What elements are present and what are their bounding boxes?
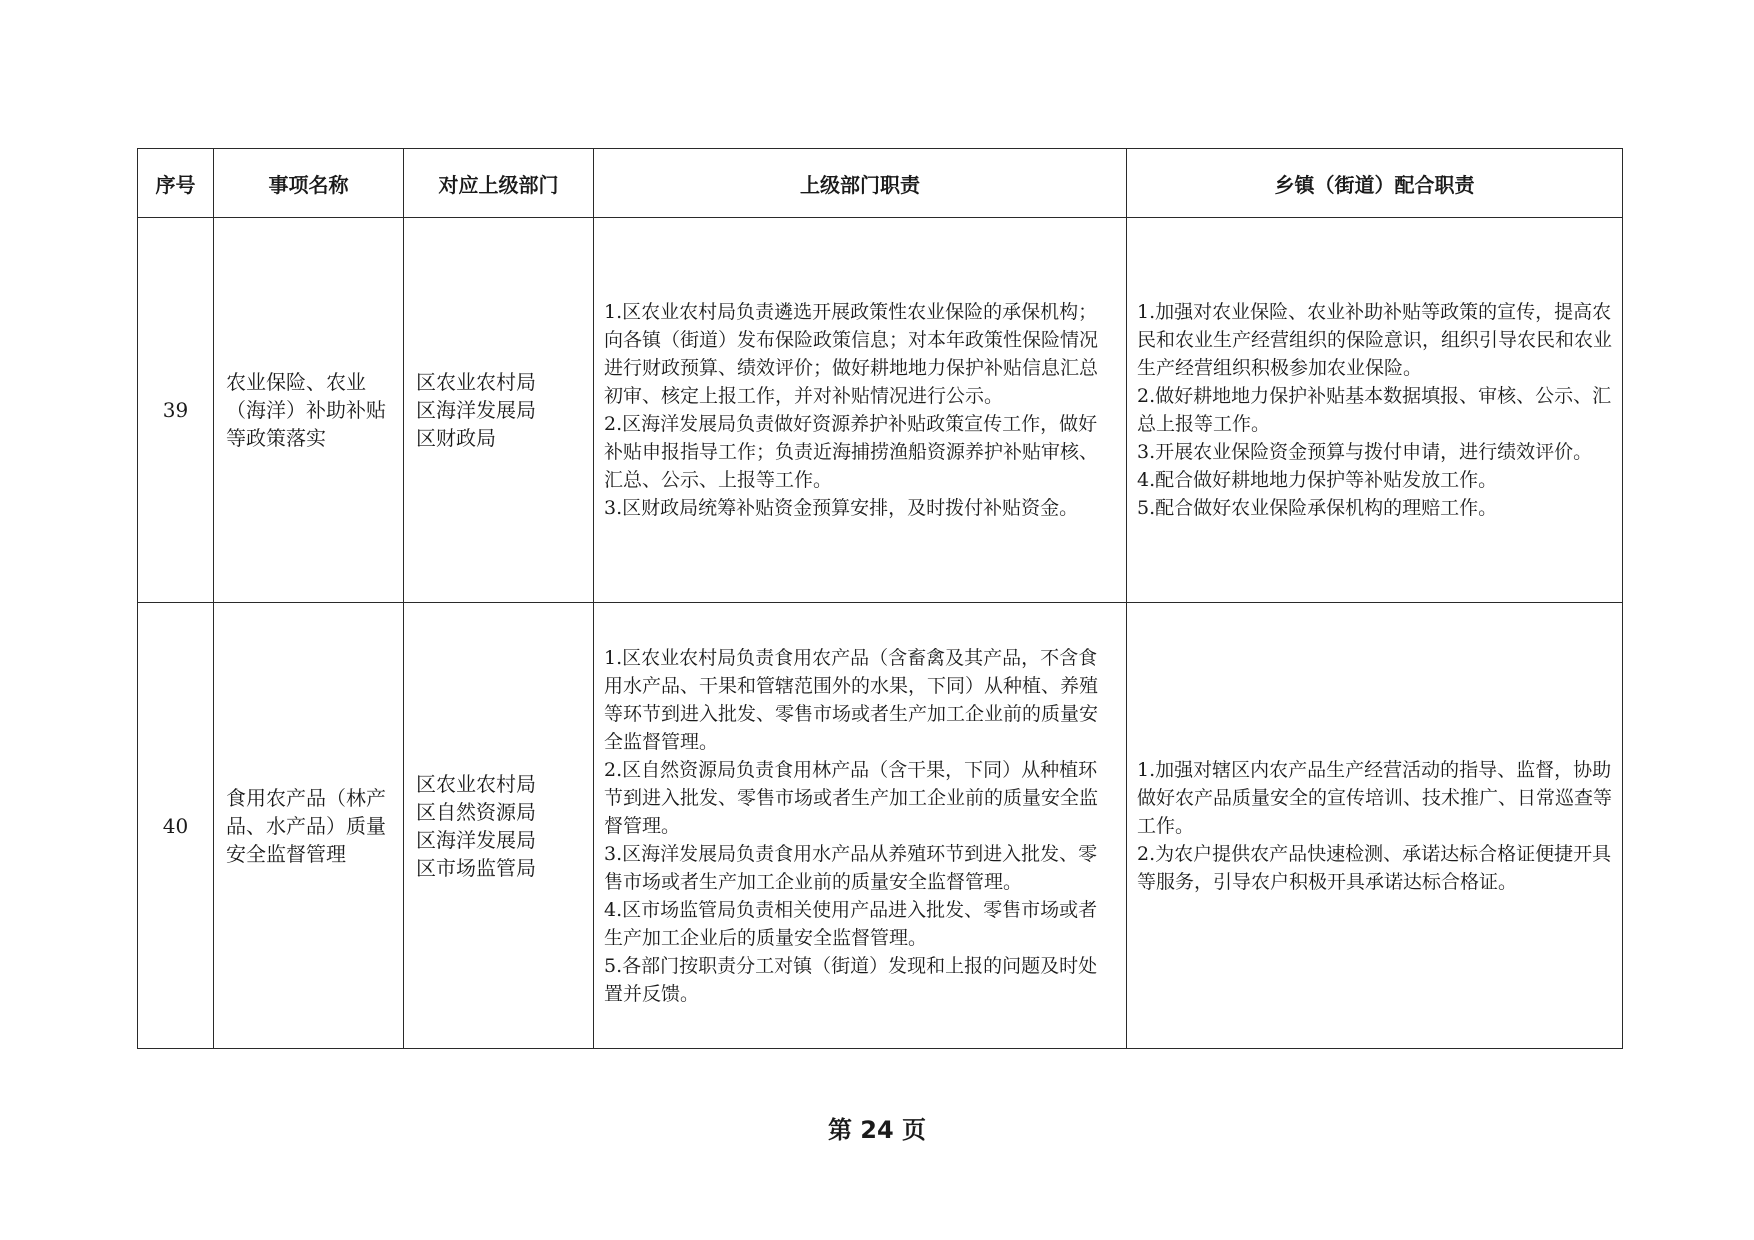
town-duty-item: 4.配合做好耕地地力保护等补贴发放工作。 — [1137, 469, 1498, 491]
item-name-cell — [214, 603, 404, 1049]
dept-cell — [404, 218, 594, 603]
duty-table — [137, 148, 1623, 1049]
dept-cell — [404, 603, 594, 1049]
duty-item: 3.区财政局统筹补贴资金预算安排，及时拨付补贴资金。 — [604, 497, 1079, 519]
town-duty-item: 1.加强对辖区内农产品生产经营活动的指导、监督，协助做好农产品质量安全的宣传培训、技术推广、日常巡查等工作。 — [1137, 758, 1613, 837]
town-duty-item: 3.开展农业保险资金预算与拨付申请，进行绩效评价。 — [1137, 441, 1593, 463]
town-duty-cell — [1127, 218, 1623, 603]
town-duty-item: 1.加强对农业保险、农业补助补贴等政策的宣传，提高农民和农业生产经营组织的保险意识，组织引导农民和农业生产经营组织积极参加农业保险。 — [1137, 301, 1613, 379]
table-header-row — [138, 149, 1623, 218]
town-duty-item: 2.做好耕地地力保护补贴基本数据填报、审核、公示、汇总上报等工作。 — [1137, 385, 1612, 435]
dept-name: 区海洋发展局 — [416, 827, 536, 852]
duty-item: 5.各部门按职责分工对镇（街道）发现和上报的问题及时处置并反馈。 — [604, 954, 1098, 1005]
item-name: 食用农产品（林产品、水产品）质量安全监督管理 — [226, 785, 386, 866]
item-name-cell — [214, 218, 404, 603]
dept-name: 区海洋发展局 — [416, 398, 536, 422]
town-duty-cell — [1127, 603, 1623, 1049]
duty-item: 2.区海洋发展局负责做好资源养护补贴政策宣传工作，做好补贴申报指导工作；负责近海捕捞渔船资源养护补贴审核、汇总、公示、上报等工作。 — [604, 413, 1099, 491]
table-row — [138, 218, 1623, 603]
dept-name: 区农业农村局 — [416, 370, 536, 394]
header-dept: 对应上级部门 — [404, 149, 594, 218]
town-duty-item: 5.配合做好农业保险承保机构的理赔工作。 — [1137, 497, 1498, 519]
duty-item: 1.区农业农村局负责食用农产品（含畜禽及其产品，不含食用水产品、干果和管辖范围外的水果，下同）从种植、养殖等环节到进入批发、零售市场或者生产加工企业前的质量安全监督管理。 — [604, 646, 1099, 753]
town-duty-item: 2.为农户提供农产品快速检测、承诺达标合格证便捷开具等服务，引导农户积极开具承诺达标合格证。 — [1137, 842, 1612, 893]
duty-item: 1.区农业农村局负责遴选开展政策性农业保险的承保机构；向各镇（街道）发布保险政策信息；对本年政策性保险情况进行财政预算、绩效评价；做好耕地地力保护补贴信息汇总初审、核定上报工作，并对补贴情况进行公示。 — [604, 301, 1099, 407]
duty-cell — [594, 218, 1127, 603]
duty-item: 4.区市场监管局负责相关使用产品进入批发、零售市场或者生产加工企业后的质量安全监督管理。 — [604, 898, 1098, 949]
header-no: 序号 — [138, 149, 214, 218]
duty-cell — [594, 603, 1127, 1049]
dept-name: 区财政局 — [416, 426, 496, 450]
page-number: 第 24 页 — [827, 1116, 927, 1144]
header-town: 乡镇（街道）配合职责 — [1127, 149, 1623, 218]
table-row — [138, 603, 1623, 1049]
row-number: 39 — [138, 218, 214, 603]
row-number: 40 — [138, 603, 214, 1049]
dept-name: 区市场监管局 — [416, 855, 536, 880]
dept-name: 区自然资源局 — [416, 799, 536, 824]
duty-item: 3.区海洋发展局负责食用水产品从养殖环节到进入批发、零售市场或者生产加工企业前的质量安全监督管理。 — [604, 842, 1098, 893]
dept-name: 区农业农村局 — [416, 771, 536, 796]
header-name: 事项名称 — [214, 149, 404, 218]
duty-item: 2.区自然资源局负责食用林产品（含干果，下同）从种植环节到进入批发、零售市场或者生产加工企业前的质量安全监督管理。 — [604, 758, 1099, 837]
header-duty: 上级部门职责 — [594, 149, 1127, 218]
item-name: 农业保险、农业（海洋）补助补贴等政策落实 — [226, 370, 386, 450]
